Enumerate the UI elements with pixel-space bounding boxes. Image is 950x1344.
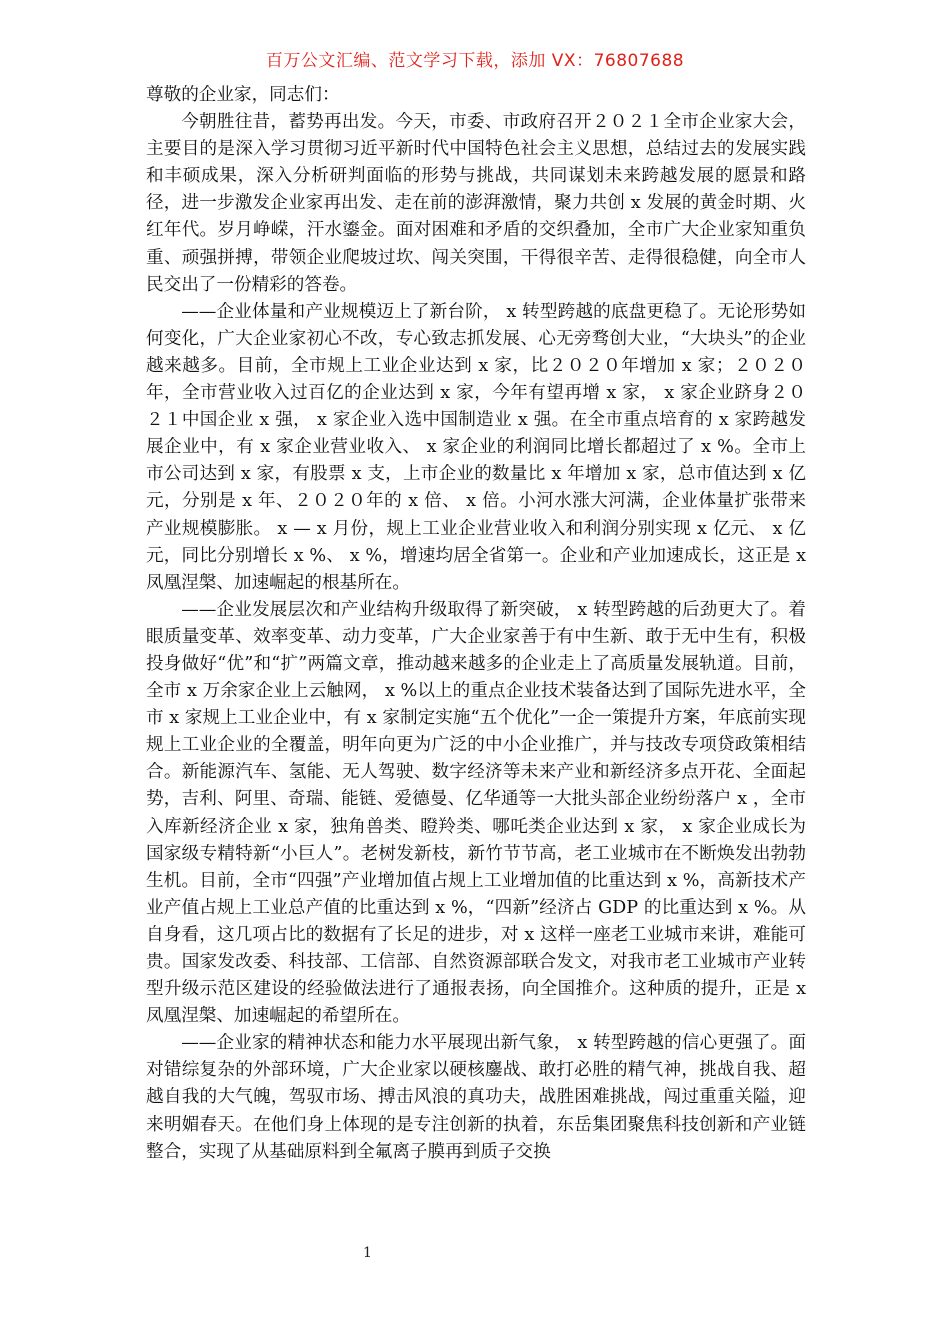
- header-banner: 百万公文汇编、范文学习下载，添加 VX：76807688: [265, 51, 685, 71]
- paragraph-1: 今朝胜往昔，蓄势再出发。今天，市委、市政府召开２０２１全市企业家大会，主要目的是深入学习贯彻习近平新时代中国特色社会主义思想，总结过去的发展实践和丰硕成果，深入分析研判面临的形势与挑战，共同谋划未来跨越发展的愿景和路径，进一步激发企业家再出发、走在前的澎湃激情，聚力共创 x 发展的黄金时期、火红年代。岁月峥嵘，汗水鎏金。面对困难和矛盾的交织叠加，全市广大企业家知重负重、顽强拼搏，带领企业爬坡过坎、闯关突围，干得很辛苦、走得很稳健，向全市人民交出了一份精彩的答卷。: [146, 112, 806, 295]
- paragraph-4: ——企业家的精神状态和能力水平展现出新气象， x 转型跨越的信心更强了。面对错综复杂的外部环境，广大企业家以硬核鏖战、敢打必胜的精气神，挑战自我、超越自我的大气魄，驾驭市场、搏击风浪的真功夫，战胜困难挑战，闯过重重关隘，迎来明媚春天。在他们身上体现的是专注创新的执着，东岳集团聚焦科技创新和产业链整合，实现了从基础原料到全氟离子膜再到质子交换: [146, 1033, 806, 1162]
- paragraph-2: ——企业体量和产业规模迈上了新台阶， x 转型跨越的底盘更稳了。无论形势如何变化，广大企业家初心不改，专心致志抓发展、心无旁骛创大业，“大块头”的企业越来越多。目前，全市规上工业企业达到 x 家，比２０２０年增加 x 家；２０２０年，全市营业收入过百亿的企业达到 x 家，今年有望再增 x 家， x 家企业跻身２０２１中国企业 x 强， x 家企业入选中国制造业 x 强。在全市重点培育的 x 家跨越发展企业中，有 x 家企业营业收入、 x 家企业的利润同比增长都超过了 x %。全市上市公司达到 x 家，有股票 x 支，上市企业的数量比 x 年增加 x 家，总市值达到 x 亿元，分别是 x 年、２０２０年的 x 倍、 x 倍。小河水涨大河满，企业体量扩张带来产业规模膨胀。 x — x 月份，规上工业企业营业收入和利润分别实现 x 亿元、 x 亿元，同比分别增长 x %、 x %，增速均居全省第一。企业和产业加速成长，这正是 x 凤凰涅槃、加速崛起的根基所在。: [146, 301, 806, 593]
- paragraph-3: ——企业发展层次和产业结构升级取得了新突破， x 转型跨越的后劲更大了。着眼质量变革、效率变革、动力变革，广大企业家善于有中生新、敢于无中生有，积极投身做好“优”和“扩”两篇文章，推动越来越多的企业走上了高质量发展轨道。目前，全市 x 万余家企业上云触网， x %以上的重点企业技术装备达到了国际先进水平，全市 x 家规上工业企业中，有 x 家制定实施“五个优化”一企一策提升方案，年底前实现规上工业企业的全覆盖，明年向更为广泛的中小企业推广，并与技改专项贷政策相结合。新能源汽车、氢能、无人驾驶、数字经济等未来产业和新经济多点开花、全面起势，吉利、阿里、奇瑞、能链、爱德曼、亿华通等一大批头部企业纷纷落户 x ，全市入库新经济企业 x 家，独角兽类、瞪羚类、哪吒类企业达到 x 家， x 家企业成长为国家级专精特新“小巨人”。老树发新枝，新竹节节高，老工业城市在不断焕发出勃勃生机。目前，全市“四强”产业增加值占规上工业增加值的比重达到 x %，高新技术产业产值占规上工业总产值的比重达到 x %，“四新”经济占 GDP 的比重达到 x %。从自身看，这几项占比的数据有了长足的进步，对 x 这样一座老工业城市来讲，难能可贵。国家发改委、科技部、工信部、自然资源部联合发文，对我市老工业城市产业转型升级示范区建设的经验做法进行了通报表扬，向全国推介。这种质的提升，正是 x 凤凰涅槃、加速崛起的希望所在。: [146, 599, 806, 1027]
- greeting: 尊敬的企业家，同志们：: [146, 85, 340, 105]
- document-body: [146, 82, 806, 1166]
- page-number: 1: [363, 1245, 372, 1261]
